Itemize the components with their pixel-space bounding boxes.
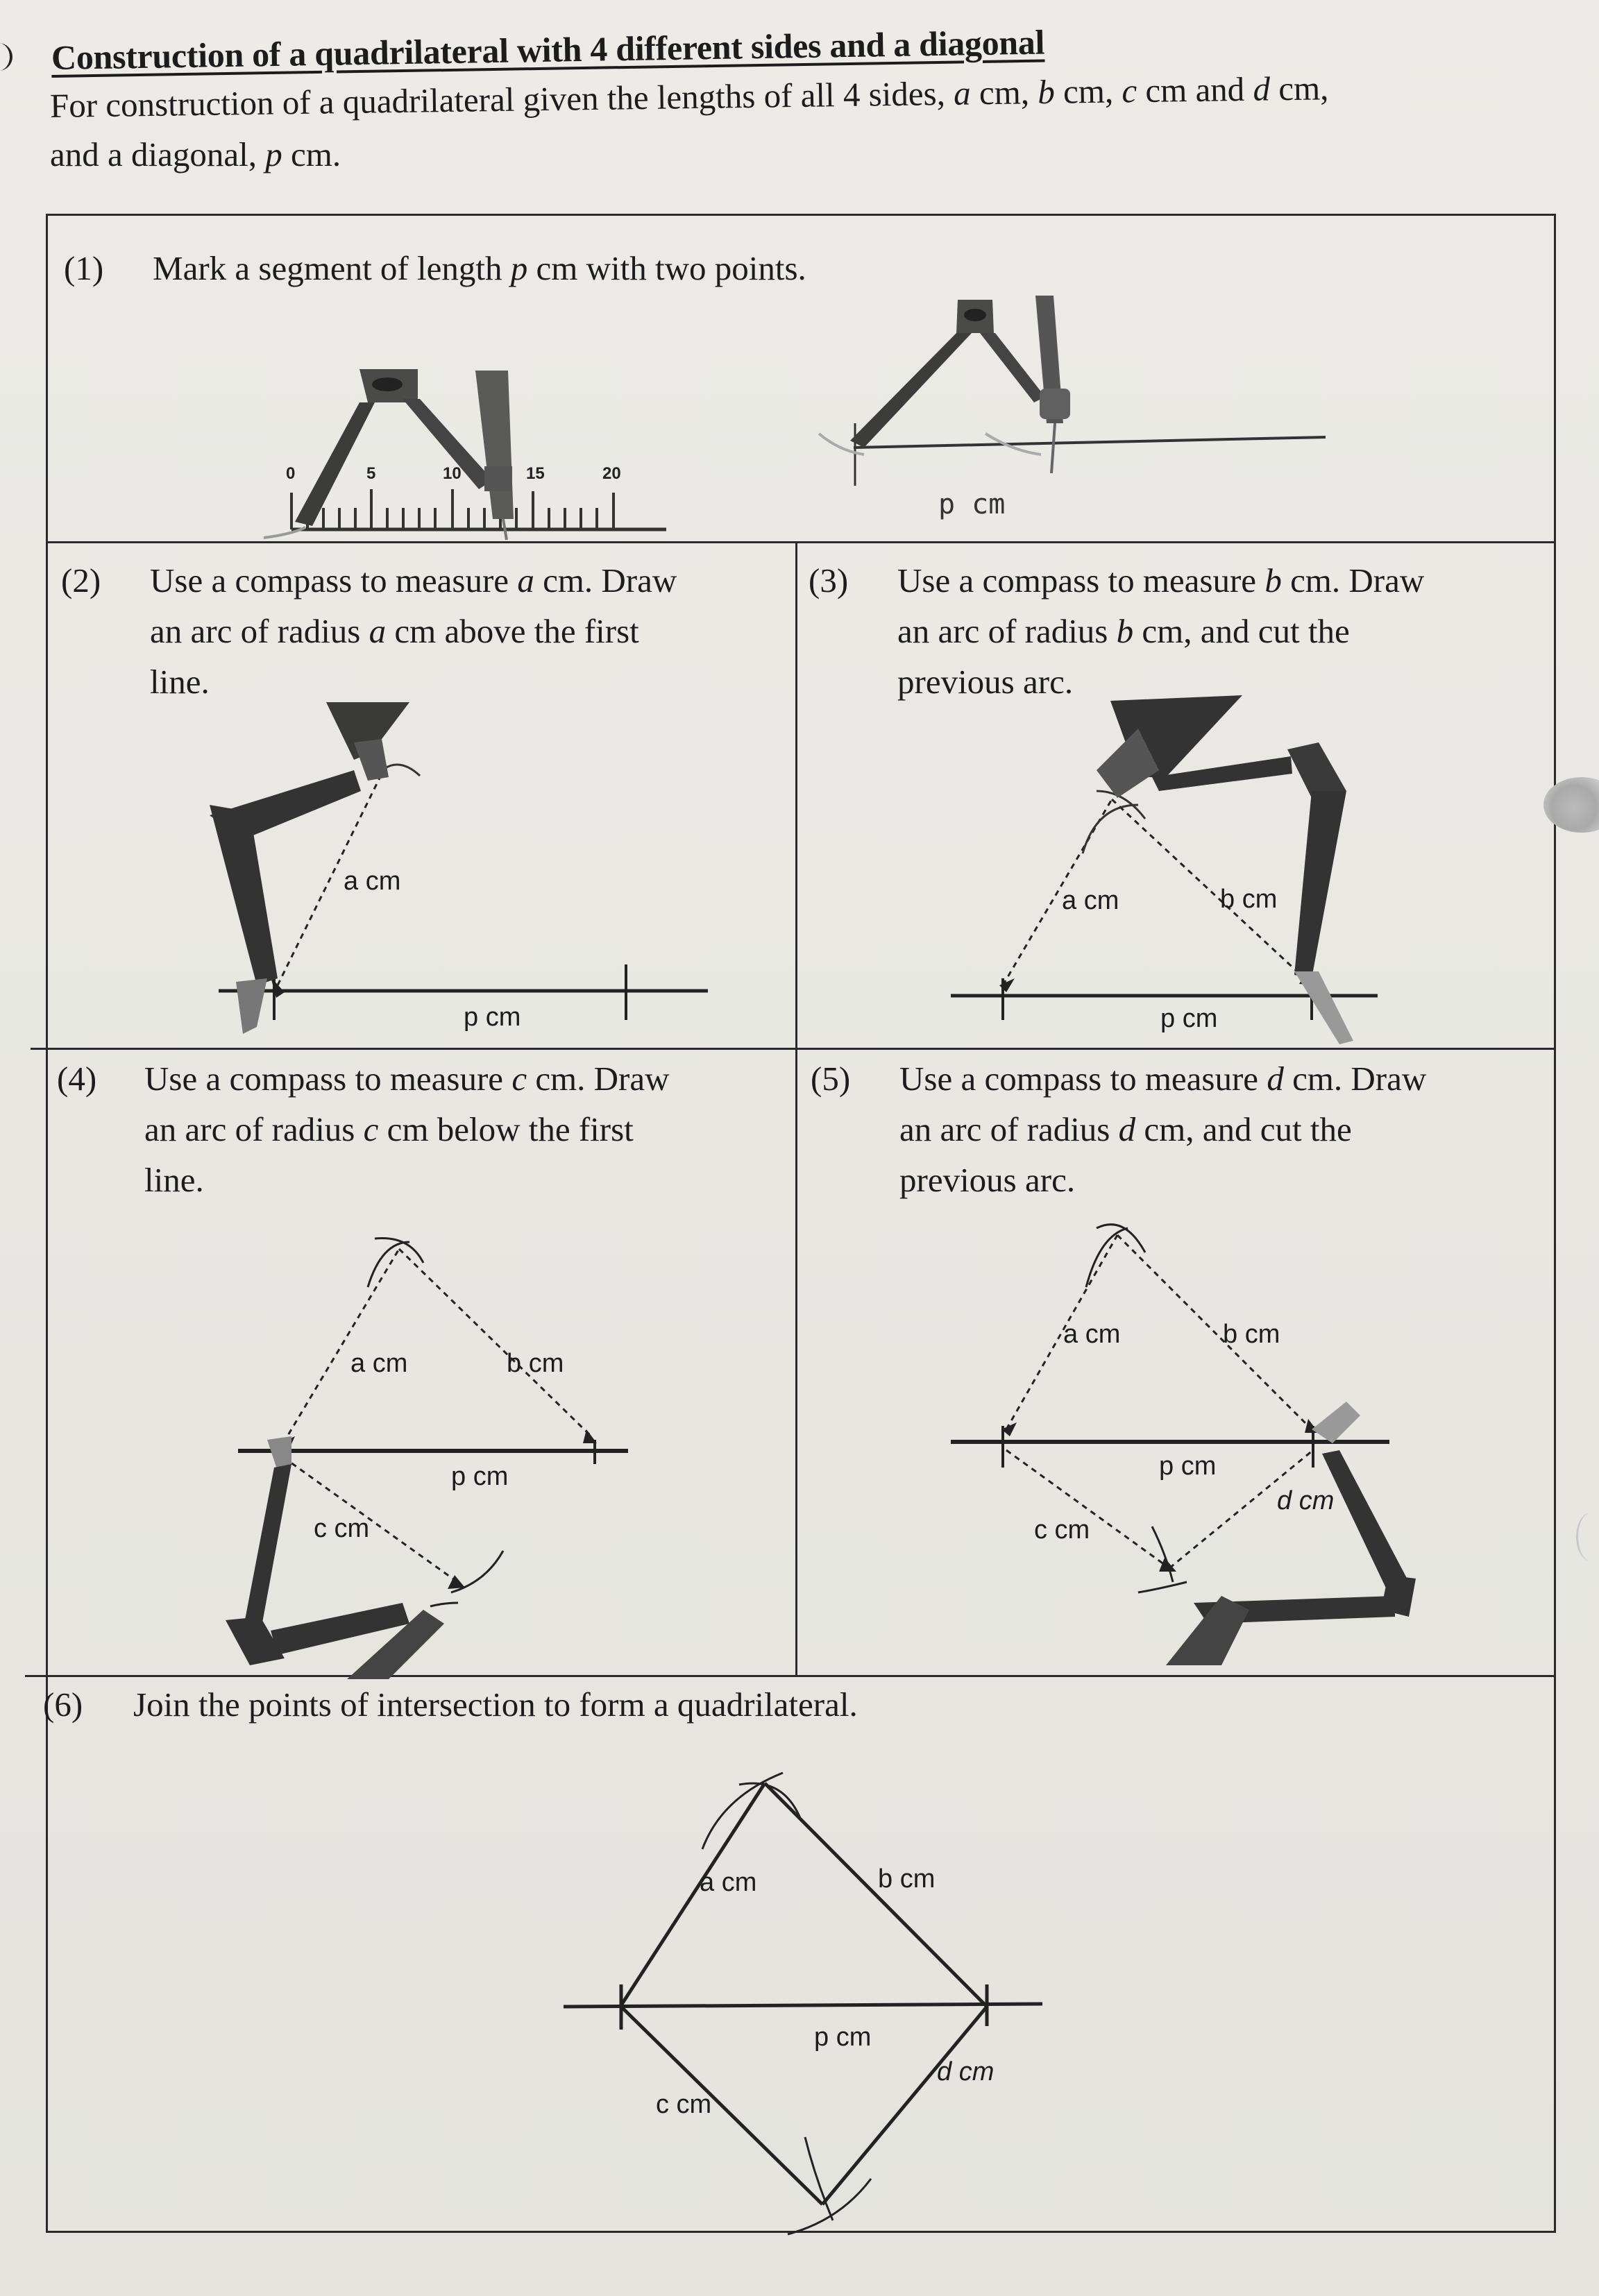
var-b: b [1264, 561, 1282, 599]
step-text [899, 1053, 1559, 1205]
figure-step-2 [146, 701, 736, 1041]
side-label-a: a cm [350, 1349, 408, 1378]
figure-step-4 [208, 1207, 652, 1679]
text: an arc of radius [150, 612, 369, 650]
intro-line-2 [50, 130, 1577, 179]
section-bracket [0, 43, 12, 71]
side-label-d: d cm [1277, 1486, 1335, 1515]
step-number: (3) [809, 561, 849, 599]
intro-text: cm and [1136, 69, 1253, 110]
var-p: p [510, 249, 528, 287]
text: Use a compass to measure [150, 561, 518, 599]
step-number: (6) [43, 1685, 83, 1724]
diagonal-label-p: p cm [451, 1462, 509, 1491]
step-number: (2) [61, 561, 101, 599]
side-label-b: b cm [507, 1349, 564, 1378]
text: Use a compass to measure [144, 1060, 512, 1098]
figure-step-5 [861, 1193, 1416, 1679]
step-number: (1) [64, 249, 104, 287]
var-a: a [517, 561, 534, 599]
diagonal-label-p: p cm [814, 2023, 872, 2052]
var-c: c [511, 1060, 527, 1098]
side-label-c: c cm [656, 2090, 712, 2119]
var-d: d [1118, 1110, 1136, 1148]
side-label-c: c cm [1034, 1515, 1090, 1545]
step-number: (5) [811, 1060, 851, 1098]
side-label-a: a cm [700, 1868, 757, 1897]
compass-icon [226, 1436, 444, 1679]
figure-compass-segment [777, 284, 1346, 520]
text: Use a compass to measure [897, 561, 1265, 599]
row-divider [46, 541, 1554, 543]
figure-step-3 [861, 701, 1457, 1041]
side-label-b: b cm [878, 1864, 936, 1894]
ruler-tick-label: 15 [526, 464, 545, 483]
text-line: previous arc. [897, 663, 1074, 701]
var-a: a [369, 612, 387, 650]
step-text [153, 243, 806, 294]
text-line [150, 555, 809, 606]
intro-text: cm, [1269, 69, 1329, 108]
intro-text: cm. [282, 135, 341, 173]
segment-label: p cm [938, 488, 1006, 520]
text: an arc of radius [899, 1110, 1119, 1148]
text-line [897, 555, 1557, 606]
step-text: Join the points of intersection to form a quadrilateral. [133, 1685, 858, 1724]
text: an arc of radius [897, 612, 1117, 650]
binder-hole-edge [1576, 1513, 1599, 1561]
step-text [897, 555, 1557, 707]
side-label-a: a cm [1062, 886, 1119, 915]
side-label-b: b cm [1220, 885, 1278, 914]
step-text [150, 555, 809, 707]
text-line [897, 606, 1557, 656]
text-line [144, 1104, 804, 1155]
side-label-b: b cm [1223, 1320, 1280, 1349]
diagonal-label-p: p cm [1160, 1004, 1218, 1033]
ruler-tick-label: 20 [602, 464, 621, 483]
text-line: line. [150, 663, 210, 701]
side-label-d: d cm [937, 2057, 995, 2086]
step-text [144, 1053, 804, 1205]
page-title: Construction of a quadrilateral with 4 different sides and a diagonal [51, 22, 1045, 77]
diagonal-label-p: p cm [464, 1003, 521, 1032]
text-line: line. [144, 1161, 204, 1199]
figure-step-6-quadrilateral [548, 1735, 1069, 2234]
text: cm with two points. [527, 249, 806, 287]
side-label-a: a cm [1063, 1320, 1121, 1349]
text: Use a compass to measure [899, 1060, 1267, 1098]
text: Mark a segment of length [153, 249, 511, 287]
text: cm. Draw [534, 561, 677, 599]
ruler-tick-label: 10 [443, 464, 462, 483]
side-label-a: a cm [344, 867, 401, 896]
side-label-c: c cm [314, 1514, 370, 1543]
compass-icon [1097, 695, 1353, 1044]
intro-text: cm, [970, 73, 1038, 112]
intro-text: For construction of a quadrilateral given the lengths of all 4 sides, [49, 74, 954, 125]
var-a: a [953, 74, 972, 112]
text: cm. Draw [1281, 561, 1425, 599]
text: cm below the first [378, 1110, 634, 1148]
ruler-tick-label: 0 [286, 464, 296, 483]
var-c: c [1121, 71, 1137, 110]
text-line: previous arc. [899, 1161, 1076, 1199]
var-c: c [363, 1110, 379, 1148]
text: cm. Draw [1283, 1060, 1427, 1098]
text: cm above the first [386, 612, 639, 650]
text: an arc of radius [144, 1110, 364, 1148]
intro-paragraph [49, 69, 1577, 179]
diagonal-label-p: p cm [1159, 1452, 1217, 1481]
intro-text: cm, [1054, 71, 1122, 111]
text-line [150, 606, 809, 656]
figure-compass-on-ruler [264, 361, 680, 541]
text-line [899, 1053, 1559, 1104]
text: cm, and cut the [1135, 1110, 1352, 1148]
var-d: d [1267, 1060, 1284, 1098]
text: cm, and cut the [1133, 612, 1350, 650]
var-b: b [1116, 612, 1134, 650]
var-d: d [1253, 69, 1271, 108]
var-b: b [1037, 72, 1056, 112]
text-line [144, 1053, 804, 1104]
step-number: (4) [57, 1060, 97, 1098]
row-divider [31, 1048, 1554, 1050]
text: cm. Draw [527, 1060, 670, 1098]
text-line [899, 1104, 1559, 1155]
intro-text: and a diagonal, [50, 135, 266, 173]
ruler-tick-label: 5 [366, 464, 376, 483]
var-p: p [265, 135, 282, 173]
